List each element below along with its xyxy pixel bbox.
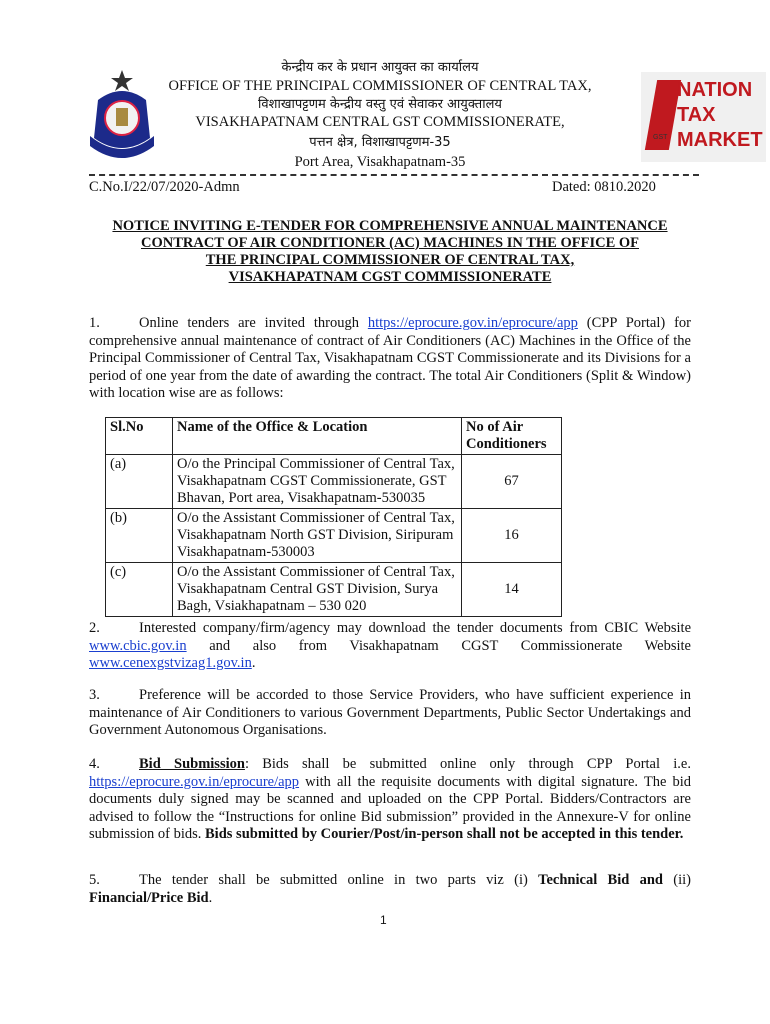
eprocure-link[interactable]: https://eprocure.gov.in/eprocure/app bbox=[367, 315, 578, 331]
reference-number: C.No.I/22/07/2020-Admn bbox=[89, 179, 240, 195]
notice-title bbox=[89, 218, 691, 286]
commissionerate-link[interactable]: www.cenexgstvizag1.gov.in bbox=[89, 655, 252, 671]
col-header: Sl.No bbox=[106, 418, 173, 455]
bold-text: Bids submitted by Courier/Post/in-person shall not be accepted in this tender. bbox=[205, 826, 684, 842]
cell: O/o the Assistant Commissioner of Central Tax, Visakhapatnam North GST Division, Siripuram Visakhapatnam-530003 bbox=[173, 509, 462, 563]
cell: O/o the Assistant Commissioner of Central Tax, Visakhapatnam Central GST Division, Surya Bagh, Vsiakhapatnam – 530 020 bbox=[173, 563, 462, 617]
table-header-row bbox=[106, 418, 562, 455]
title-line: THE PRINCIPAL COMMISSIONER OF CENTRAL TAX, bbox=[205, 252, 575, 268]
text: (CPP Portal) for comprehensive annual maintenance of contract of Air Conditioners (AC) Machines in the Office of the Principal Commissioner of Central Tax, Visakhapatnam CGST Commissionerate and its Divisions for a period of one year from the date of awarding the contract. The total Air Conditioners (Split & Window) with location wise are as follows: bbox=[89, 315, 692, 401]
divider bbox=[89, 174, 699, 176]
text: Preference will be accorded to those Service Providers, who have sufficient experience in maintenance of Air Conditioners to various Government Departments, Public Sector Undertakings and Government Autonomous Organisations. bbox=[89, 687, 691, 738]
text: . bbox=[251, 655, 256, 671]
title-line: NOTICE INVITING E-TENDER FOR COMPREHENSIVE ANNUAL MAINTENANCE bbox=[112, 218, 668, 234]
text: Interested company/firm/agency may download the tender documents from CBIC Website bbox=[139, 620, 691, 636]
cell: 14 bbox=[462, 563, 562, 617]
paragraph-5 bbox=[89, 872, 691, 907]
col-header: No of Air Conditioners bbox=[462, 418, 562, 455]
nation-tax-market-logo bbox=[641, 72, 766, 162]
hindi-address: पत्तन क्षेत्र, विशाखापट्टणम-35 bbox=[309, 135, 451, 150]
text: with all the requisite documents with digital signature. The bid documents duly signed may be scanned and uploaded on the CPP Portal. Bidders/Contractors are advised to follow the “Instructions for online Bid submission” provided in the Annexure-V for online submission of bids. bbox=[89, 773, 691, 842]
text: (ii) bbox=[662, 872, 691, 888]
paragraph-1 bbox=[89, 315, 691, 403]
text: The tender shall be submitted online in two parts viz (i) bbox=[139, 872, 539, 888]
bold-heading: Bid Submission bbox=[139, 756, 245, 772]
title-line: CONTRACT OF AIR CONDITIONER (AC) MACHINES IN THE OFFICE OF bbox=[140, 235, 639, 251]
logo-text: NATION bbox=[677, 79, 753, 101]
text: Online tenders are invited through bbox=[139, 315, 368, 331]
table-row bbox=[106, 455, 562, 509]
office-title: OFFICE OF THE PRINCIPAL COMMISSIONER OF CENTRAL TAX, bbox=[168, 78, 592, 94]
para-number: 1. bbox=[89, 315, 100, 331]
commissionerate: VISAKHAPATNAM CENTRAL GST COMMISSIONERATE, bbox=[195, 114, 565, 130]
para-number: 5. bbox=[89, 872, 100, 888]
paragraph-4 bbox=[89, 756, 691, 844]
cbic-link[interactable]: www.cbic.gov.in bbox=[89, 637, 187, 654]
title-line: VISAKHAPATNAM CGST COMMISSIONERATE bbox=[228, 269, 552, 285]
hindi-office: केन्द्रीय कर के प्रधान आयुक्त का कार्यालय bbox=[281, 60, 479, 75]
logo-text: MARKET bbox=[677, 129, 763, 151]
cell: (a) bbox=[106, 455, 173, 509]
page-number: 1 bbox=[380, 913, 387, 927]
hindi-commissionerate: विशाखापट्टणम केन्द्रीय वस्तु एवं सेवाकर आयुक्तालय bbox=[258, 97, 502, 112]
bold-text: Financial/Price Bid bbox=[89, 889, 209, 906]
para-number: 3. bbox=[89, 687, 100, 703]
eprocure-link[interactable]: https://eprocure.gov.in/eprocure/app bbox=[89, 773, 300, 790]
para-number: 4. bbox=[89, 756, 100, 772]
text: : Bids shall be submitted online only through CPP Portal i.e. bbox=[244, 756, 691, 772]
cbic-emblem-logo bbox=[88, 70, 156, 160]
logo-gst-text: GST bbox=[653, 134, 668, 141]
paragraph-3 bbox=[89, 687, 691, 740]
date: Dated: 0810.2020 bbox=[552, 179, 656, 195]
text: and also from Visakhapatnam CGST Commissionerate Website bbox=[186, 637, 691, 654]
para-number: 2. bbox=[89, 620, 100, 636]
text: . bbox=[208, 889, 213, 906]
bold-text: Technical Bid and bbox=[538, 872, 663, 888]
logo-text: TAX bbox=[677, 104, 716, 126]
cell: O/o the Principal Commissioner of Central Tax, Visakhapatnam CGST Commissionerate, GST Bhavan, Port area, Visakhapatnam-530035 bbox=[173, 455, 462, 509]
cell: 16 bbox=[462, 509, 562, 563]
paragraph-2 bbox=[89, 620, 691, 673]
address: Port Area, Visakhapatnam-35 bbox=[294, 154, 466, 170]
cell: (b) bbox=[106, 509, 173, 563]
table-row bbox=[106, 563, 562, 617]
col-header: Name of the Office & Location bbox=[173, 418, 462, 455]
ac-location-table bbox=[105, 417, 562, 617]
table-row bbox=[106, 509, 562, 563]
cell: 67 bbox=[462, 455, 562, 509]
cell: (c) bbox=[106, 563, 173, 617]
